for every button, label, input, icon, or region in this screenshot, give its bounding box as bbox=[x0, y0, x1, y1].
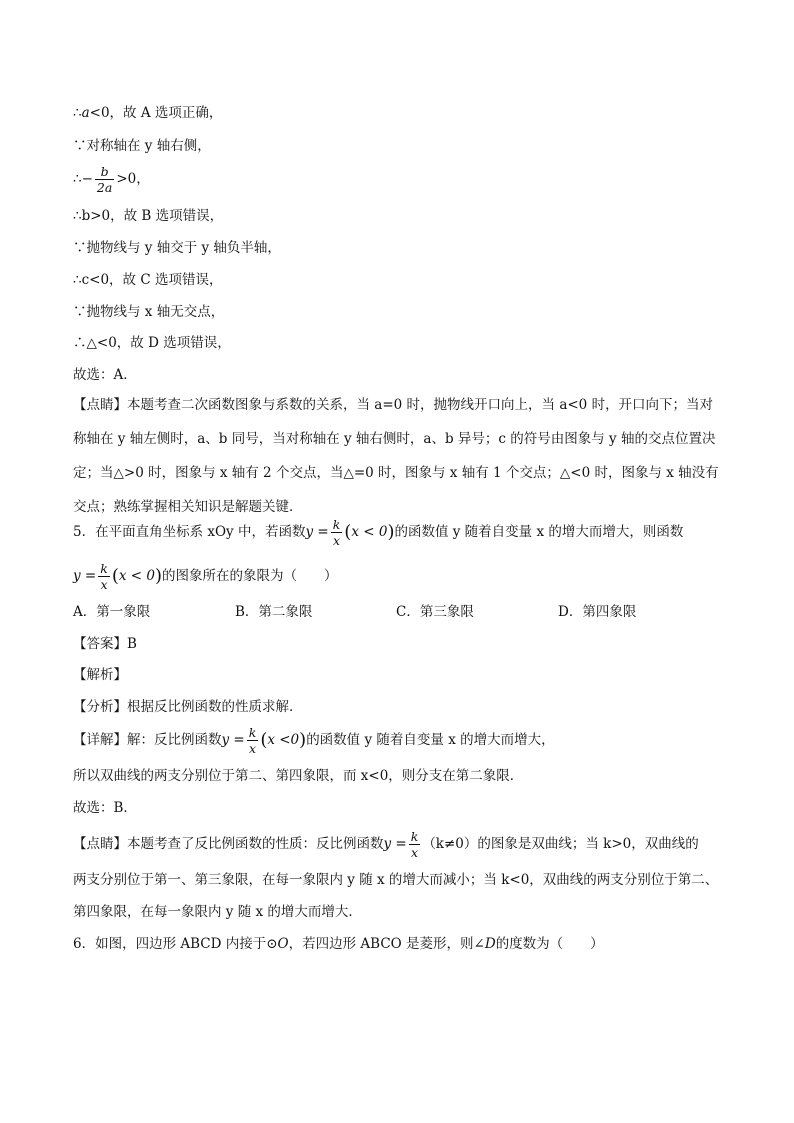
q5-stem-line-2 bbox=[73, 558, 337, 595]
q5-stem-text: 的函数值 y 随着自变量 x 的增大而增大，则函数 bbox=[394, 524, 684, 540]
q5-answer: 【答案】B bbox=[73, 636, 137, 652]
denominator-x: x bbox=[100, 577, 108, 592]
angle-d: ∠D bbox=[473, 936, 496, 952]
line-c-negative: ∴c<0，故 C 选项错误， bbox=[73, 272, 223, 288]
q5-detail-line-1 bbox=[73, 722, 555, 759]
fraction-k-x bbox=[409, 829, 421, 860]
q5-note-line-3: 第四象限，在每一象限内 y 随 x 的增大而增大． bbox=[73, 904, 362, 920]
paren-close: ) bbox=[299, 729, 307, 751]
math-y-eq: y = bbox=[73, 568, 97, 584]
note-paragraph-1: 【点睛】本题考查二次函数图象与系数的关系，当 a=0 时，抛物线开口向上，当 a<0 时，开口向下；当对称轴在 y 轴左侧时，a、b 同号，当对称轴在 y 轴右侧时，a、b 异号；c 的符号由图象与 y 轴的交点位置决定；当△>0 时，图象与 x 轴有 2 个交点，当△=0 时，图象与 x 轴有 1 个交点；△<0 时，图象与 x 轴没有交点；熟练掌握相关知识是解题关键． bbox=[73, 397, 719, 515]
q5-options bbox=[73, 602, 723, 622]
note-text: 【点睛】本题考查了反比例函数的性质：反比例函数 bbox=[73, 836, 384, 852]
option-a[interactable]: A．第一象限 bbox=[73, 604, 151, 620]
line-a-negative bbox=[73, 103, 222, 123]
paren-close: ) bbox=[154, 565, 162, 587]
line-axis-right: ∵对称轴在 y 轴右侧， bbox=[73, 138, 211, 154]
q6-stem-text: ，若四边形 ABCO 是菱形，则 bbox=[288, 936, 474, 952]
line-text: >0， bbox=[116, 171, 150, 187]
denominator-x: x bbox=[248, 741, 257, 756]
q5-note-line-2: 两支分别位于第一、第三象限，在每一象限内 y 随 x 的增大而减小；当 k<0，双曲线的两支分别位于第二、 bbox=[73, 872, 719, 888]
numerator-k: k bbox=[410, 829, 419, 844]
option-d[interactable]: D．第四象限 bbox=[558, 604, 637, 620]
condition: x <0 bbox=[267, 732, 300, 748]
var-a: a bbox=[81, 105, 90, 121]
condition: x < 0 bbox=[351, 524, 388, 540]
numerator-k: k bbox=[100, 561, 108, 576]
math-y-eq: y = bbox=[383, 836, 407, 852]
fraction-b-2a bbox=[95, 164, 114, 195]
math-y-eq: y = bbox=[305, 524, 329, 540]
option-c[interactable]: C．第三象限 bbox=[396, 604, 474, 620]
numerator-k: k bbox=[332, 517, 341, 532]
paren-open: ( bbox=[260, 729, 268, 751]
line-fraction bbox=[73, 162, 150, 196]
option-b[interactable]: B．第二象限 bbox=[235, 604, 313, 620]
denominator: 2a bbox=[96, 180, 113, 195]
line-delta-negative: ∴△<0，故 D 选项错误， bbox=[73, 335, 231, 351]
q5-stem-text: 的图象所在的象限为（ ） bbox=[161, 568, 338, 584]
line-b-positive: ∴b>0，故 B 选项错误， bbox=[73, 208, 224, 224]
line-no-x-intersect: ∵抛物线与 x 轴无交点， bbox=[73, 304, 225, 320]
line-intersect-y: ∵抛物线与 y 轴交于 y 轴负半轴， bbox=[73, 240, 281, 256]
paren-open: ( bbox=[111, 565, 119, 587]
q6-stem-text: 的度数为（ ） bbox=[495, 936, 604, 952]
numerator: b bbox=[100, 164, 109, 179]
condition: x < 0 bbox=[118, 568, 155, 584]
q5-note-line-1 bbox=[73, 826, 699, 862]
fraction-k-x bbox=[98, 561, 110, 592]
q5-fenxi: 【分析】根据反比例函数的性质求解． bbox=[73, 699, 303, 715]
q6-stem bbox=[73, 934, 604, 954]
paren-close: ) bbox=[387, 521, 395, 543]
q5-stem-line-1 bbox=[73, 514, 683, 551]
q6-stem-text: 6．如图，四边形 ABCD 内接于 bbox=[73, 936, 267, 952]
denominator-x: x bbox=[410, 845, 419, 860]
fraction-k-x bbox=[247, 725, 259, 756]
q5-detail-line-2: 所以双曲线的两支分别位于第二、第四象限，而 x<0，则分支在第二象限． bbox=[73, 768, 524, 784]
denominator-x: x bbox=[332, 533, 341, 548]
q5-stem-text: 5．在平面直角坐标系 xOy 中，若函数 bbox=[73, 524, 306, 540]
therefore-symbol: ∴ bbox=[73, 105, 82, 121]
line-choose-a: 故选：A． bbox=[73, 367, 137, 383]
q5-choose: 故选：B． bbox=[73, 800, 137, 816]
line-text: <0，故 A 选项正确， bbox=[89, 105, 223, 121]
fraction-k-x bbox=[331, 517, 343, 548]
circle-o: ⊙O bbox=[266, 936, 289, 952]
therefore-minus: ∴− bbox=[73, 171, 93, 187]
numerator-k: k bbox=[248, 725, 257, 740]
q5-jiexi: 【解析】 bbox=[73, 667, 127, 683]
math-y-eq: y = bbox=[221, 732, 245, 748]
note-text: （k≠0）的图象是双曲线；当 k>0，双曲线的 bbox=[422, 836, 699, 852]
paren-open: ( bbox=[344, 521, 352, 543]
detail-text: 【详解】解：反比例函数 bbox=[73, 732, 222, 748]
detail-text: 的函数值 y 随着自变量 x 的增大而增大， bbox=[306, 732, 555, 748]
